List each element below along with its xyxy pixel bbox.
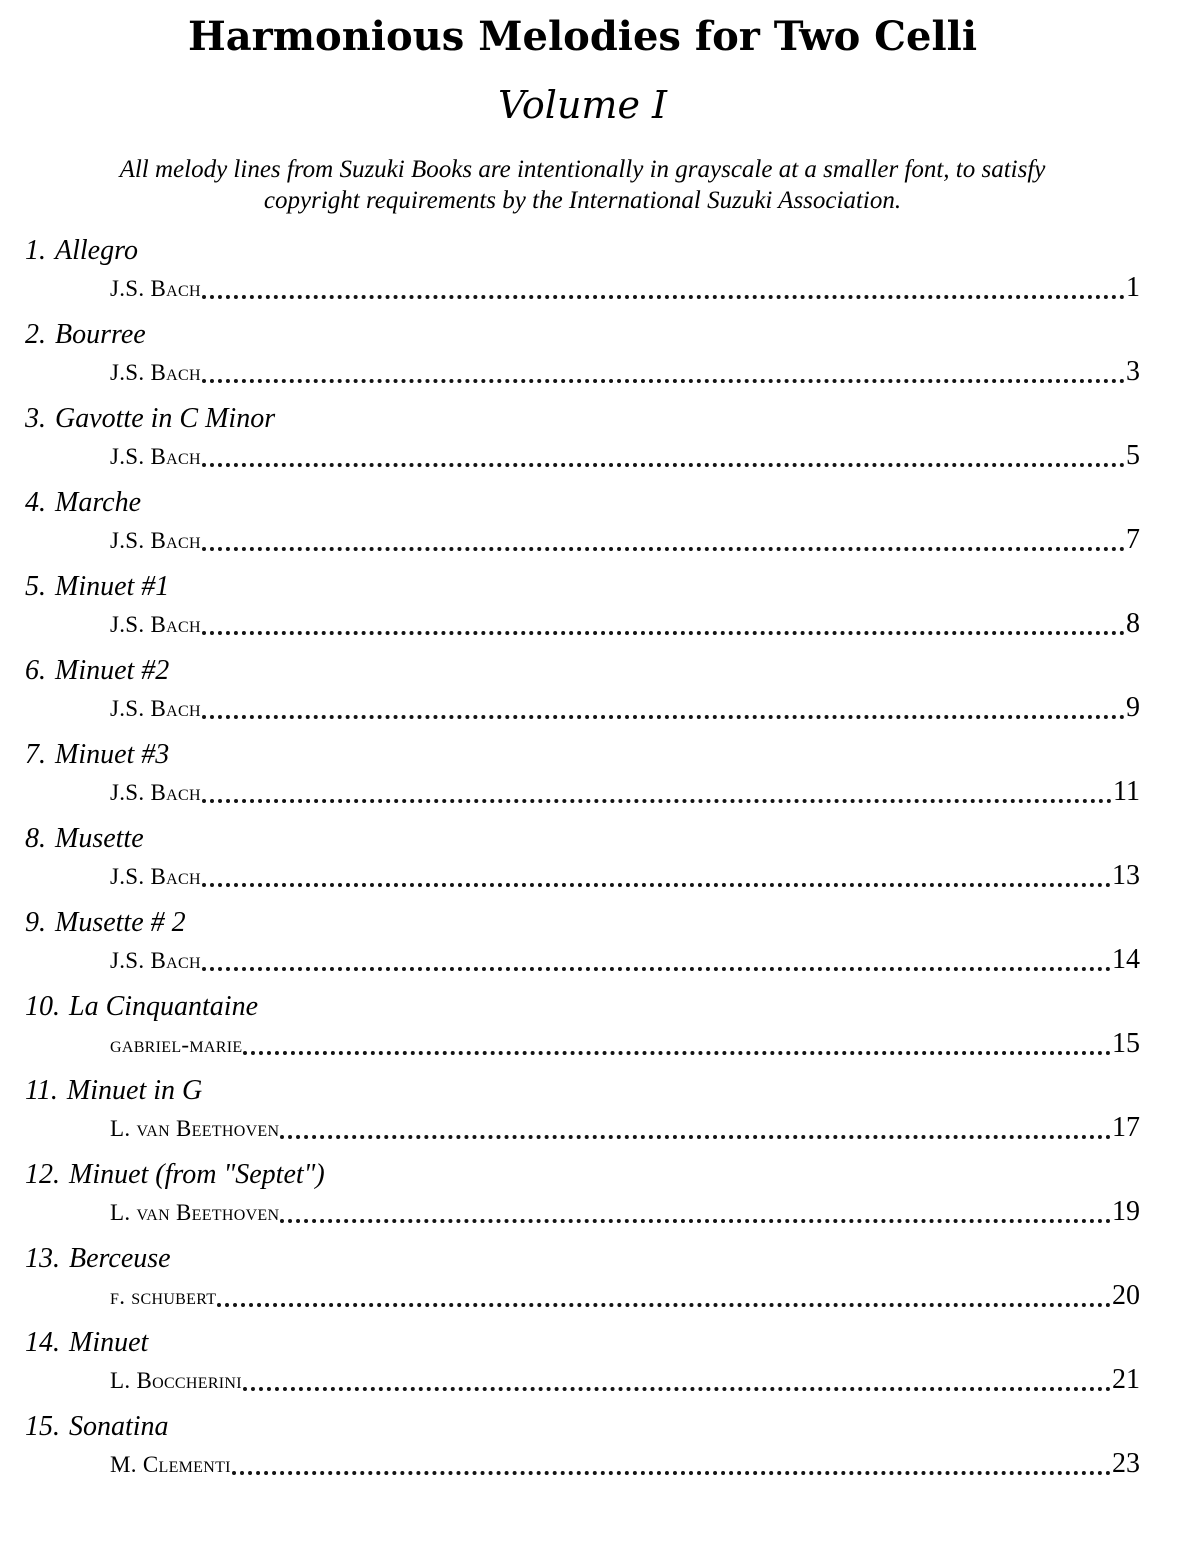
dot-leader bbox=[202, 967, 1111, 971]
entry-composer-row bbox=[25, 607, 1140, 641]
entry-composer: J.S. Bach bbox=[110, 779, 201, 805]
entry-composer-row bbox=[25, 523, 1140, 557]
dot-leader bbox=[243, 1387, 1111, 1391]
entry-composer-row bbox=[25, 271, 1140, 305]
document-title: Harmonious Melodies for Two Celli bbox=[187, 13, 978, 60]
entry-number: 13. bbox=[25, 1242, 60, 1274]
entry-composer-row bbox=[25, 355, 1140, 389]
entry-page-number: 19 bbox=[1112, 1195, 1140, 1227]
entry-title: Minuet #2 bbox=[55, 654, 170, 686]
dot-leader bbox=[280, 1135, 1111, 1139]
entry-title-line bbox=[25, 1239, 1140, 1279]
entry-composer: J.S. Bach bbox=[110, 275, 201, 301]
entry-composer-row bbox=[25, 943, 1140, 977]
entry-number: 3. bbox=[25, 402, 46, 434]
entry-title-line bbox=[25, 567, 1140, 607]
toc-entry bbox=[25, 567, 1140, 641]
toc-entry bbox=[25, 1071, 1140, 1145]
entry-composer: J.S. Bach bbox=[110, 611, 201, 637]
entry-title-line bbox=[25, 1155, 1140, 1195]
entry-title: Gavotte in C Minor bbox=[55, 402, 276, 434]
entry-composer-row bbox=[25, 1195, 1140, 1229]
dot-leader bbox=[217, 1303, 1111, 1307]
entry-number: 7. bbox=[25, 738, 46, 770]
entry-page-number: 9 bbox=[1126, 691, 1140, 723]
entry-title: La Cinquantaine bbox=[69, 990, 259, 1022]
entry-composer-row bbox=[25, 1027, 1140, 1061]
toc-list bbox=[25, 231, 1140, 1481]
entry-page-number: 8 bbox=[1126, 607, 1140, 639]
entry-number: 12. bbox=[25, 1158, 60, 1190]
toc-entry bbox=[25, 1323, 1140, 1397]
entry-page-number: 11 bbox=[1113, 775, 1140, 807]
toc-entry bbox=[25, 903, 1140, 977]
entry-page-number: 13 bbox=[1112, 859, 1140, 891]
entry-composer-row bbox=[25, 691, 1140, 725]
dot-leader bbox=[202, 715, 1125, 719]
entry-page-number: 17 bbox=[1112, 1111, 1140, 1143]
volume-title: Volume I bbox=[497, 83, 668, 127]
entry-composer: L. van Beethoven bbox=[110, 1115, 280, 1141]
entry-title-line bbox=[25, 987, 1140, 1027]
entry-title: Minuet (from "Septet") bbox=[69, 1158, 325, 1190]
entry-number: 15. bbox=[25, 1410, 60, 1442]
entry-title: Minuet in G bbox=[66, 1074, 203, 1106]
entry-title: Minuet #3 bbox=[55, 738, 170, 770]
entry-title: Allegro bbox=[55, 234, 138, 266]
entry-number: 9. bbox=[25, 906, 46, 938]
toc-entry bbox=[25, 987, 1140, 1061]
entry-title-line bbox=[25, 735, 1140, 775]
toc-entry bbox=[25, 1239, 1140, 1313]
entry-composer-row bbox=[25, 1447, 1140, 1481]
entry-composer-row bbox=[25, 859, 1140, 893]
entry-title-line bbox=[25, 1407, 1140, 1447]
entry-composer-row bbox=[25, 439, 1140, 473]
entry-title-line bbox=[25, 651, 1140, 691]
entry-composer: M. Clementi bbox=[110, 1451, 231, 1477]
entry-title: Minuet #1 bbox=[55, 570, 170, 602]
entry-title: Minuet bbox=[69, 1326, 149, 1358]
entry-composer: L. van Beethoven bbox=[110, 1199, 280, 1225]
entry-title-line bbox=[25, 1071, 1140, 1111]
dot-leader bbox=[202, 379, 1125, 383]
entry-composer: J.S. Bach bbox=[110, 359, 201, 385]
toc-entry bbox=[25, 399, 1140, 473]
entry-page-number: 3 bbox=[1126, 355, 1140, 387]
entry-composer-row bbox=[25, 1363, 1140, 1397]
entry-composer: J.S. Bach bbox=[110, 695, 201, 721]
entry-number: 4. bbox=[25, 486, 46, 518]
entry-composer: L. Boccherini bbox=[110, 1367, 242, 1393]
entry-title-line bbox=[25, 483, 1140, 523]
entry-number: 5. bbox=[25, 570, 46, 602]
entry-title-line bbox=[25, 903, 1140, 943]
entry-title-line bbox=[25, 315, 1140, 355]
entry-page-number: 20 bbox=[1112, 1279, 1140, 1311]
dot-leader bbox=[280, 1219, 1111, 1223]
dot-leader bbox=[202, 295, 1125, 299]
entry-number: 8. bbox=[25, 822, 46, 854]
copyright-note-line-1: All melody lines from Suzuki Books are intentionally in grayscale at a smaller font, to satisfy bbox=[119, 155, 1046, 183]
toc-entry bbox=[25, 1155, 1140, 1229]
entry-page-number: 5 bbox=[1126, 439, 1140, 471]
entry-title: Marche bbox=[55, 486, 142, 518]
toc-entry bbox=[25, 1407, 1140, 1481]
entry-number: 2. bbox=[25, 318, 46, 350]
entry-page-number: 1 bbox=[1126, 271, 1140, 303]
entry-title-line bbox=[25, 1323, 1140, 1363]
copyright-note-line-2: copyright requirements by the International Suzuki Association. bbox=[263, 187, 902, 215]
entry-composer: J.S. Bach bbox=[110, 863, 201, 889]
entry-page-number: 21 bbox=[1112, 1363, 1140, 1395]
entry-number: 10. bbox=[25, 990, 60, 1022]
entry-title-line bbox=[25, 819, 1140, 859]
entry-composer-row bbox=[25, 1279, 1140, 1313]
toc-entry bbox=[25, 735, 1140, 809]
dot-leader bbox=[202, 631, 1125, 635]
entry-composer: gabriel-marie bbox=[110, 1031, 243, 1057]
entry-composer-row bbox=[25, 775, 1140, 809]
entry-number: 14. bbox=[25, 1326, 60, 1358]
toc-entry bbox=[25, 231, 1140, 305]
entry-title-line bbox=[25, 399, 1140, 439]
toc-entry bbox=[25, 819, 1140, 893]
entry-title: Bourree bbox=[55, 318, 146, 350]
dot-leader bbox=[202, 799, 1112, 803]
entry-title-line bbox=[25, 231, 1140, 271]
entry-composer: J.S. Bach bbox=[110, 947, 201, 973]
entry-composer-row bbox=[25, 1111, 1140, 1145]
entry-title: Musette # 2 bbox=[55, 906, 186, 938]
toc-entry bbox=[25, 483, 1140, 557]
entry-composer: J.S. Bach bbox=[110, 443, 201, 469]
entry-title: Berceuse bbox=[69, 1242, 171, 1274]
entry-title: Sonatina bbox=[69, 1410, 169, 1442]
entry-page-number: 15 bbox=[1112, 1027, 1140, 1059]
entry-number: 6. bbox=[25, 654, 46, 686]
entry-composer: J.S. Bach bbox=[110, 527, 201, 553]
entry-page-number: 14 bbox=[1112, 943, 1140, 975]
toc-entry bbox=[25, 315, 1140, 389]
toc-entry bbox=[25, 651, 1140, 725]
entry-composer: f. schubert bbox=[110, 1283, 217, 1309]
dot-leader bbox=[202, 463, 1125, 467]
entry-page-number: 7 bbox=[1126, 523, 1140, 555]
dot-leader bbox=[202, 883, 1111, 887]
copyright-note bbox=[25, 154, 1140, 217]
entry-number: 1. bbox=[25, 234, 46, 266]
dot-leader bbox=[243, 1051, 1111, 1055]
entry-number: 11. bbox=[25, 1074, 58, 1106]
dot-leader bbox=[202, 547, 1125, 551]
dot-leader bbox=[232, 1471, 1111, 1475]
entry-page-number: 23 bbox=[1112, 1447, 1140, 1479]
entry-title: Musette bbox=[55, 822, 144, 854]
